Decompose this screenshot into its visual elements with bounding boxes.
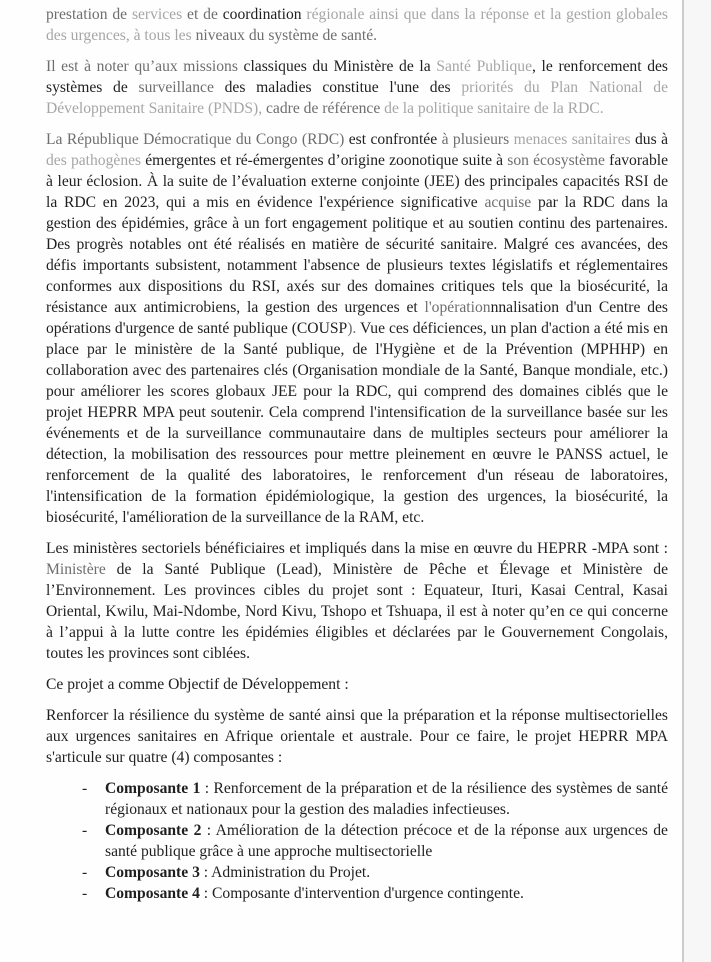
component-description: Composante d'intervention d'urgence contingente. [212, 885, 524, 902]
list-item-component-1 [46, 778, 668, 820]
paragraph-objective-heading [46, 674, 668, 695]
component-separator: : [199, 864, 212, 881]
component-text [105, 862, 668, 883]
text-segment: Ministère [46, 561, 117, 578]
component-label: Composante 4 [105, 885, 200, 902]
text-segment: coordination [222, 6, 307, 23]
component-separator: : [200, 780, 214, 797]
component-separator: : [201, 822, 216, 839]
paragraph-pnds [46, 56, 668, 119]
paragraph-ministries [46, 538, 668, 664]
text-segment: l'opération [424, 299, 491, 316]
text-segment: régionale ainsi que dans la réponse et la gestion globales des urgences, à tous les [46, 6, 668, 44]
text-segment: cadre de référence [266, 100, 385, 117]
text-segment: dus à [635, 131, 668, 148]
text-segment: , le renforcement des systèmes de [46, 58, 668, 96]
text-segment: de la Santé Publique (Lead), Ministère de Pêche et Élevage et Ministère de l’Environnement. Les provinces cibles du projet sont : Equateur, Ituri, Kasai Central, Kasai Oriental, Kwilu, Mai-Ndombe, Nord Kivu, Tshopo et Tshuapa, il est à noter qu’en ce qui concerne à l’appui à la lutte contre les épidémies éligibles et déclarées par le Gouvernement Congolais, toutes les provinces sont ciblées. [46, 561, 668, 662]
component-description: Renforcement de la préparation et de la résilience des systèmes de santé régionaux et nationaux pour la gestion des maladies infectieuses. [105, 780, 669, 818]
list-item-component-3 [46, 862, 668, 883]
text-segment: favorable à leur éclosion. À la suite de l’évaluation externe conjointe (JEE) des principales capacités RSI de la RDC en 2023, qui a mis en évidence l'expérience significative [46, 152, 668, 211]
text-segment: Les ministères sectoriels bénéficiaires et impliqués dans la mise en œuvre du HEPRR -MPA sont : [46, 540, 668, 557]
paragraph-context [46, 129, 668, 528]
text-segment: Il est à noter qu’aux missions [46, 58, 244, 75]
document-content [46, 4, 668, 904]
list-item-component-2 [46, 820, 668, 862]
text-segment: est confrontée [348, 131, 442, 148]
component-text [105, 883, 668, 904]
components-list [46, 778, 668, 904]
text-segment: services [131, 6, 188, 23]
text-segment: de la politique sanitaire de la RDC. [384, 100, 604, 117]
dash-bullet: - [82, 864, 88, 881]
text-segment: La République Démocratique du Congo (RDC) [46, 131, 349, 148]
paragraph-objective-body [46, 705, 668, 768]
text-segment: à plusieurs [441, 131, 514, 148]
text-segment: acquise [484, 194, 538, 211]
text-segment: priorités du Plan National de Développement Sanitaire (PNDS), [46, 79, 669, 117]
component-label: Composante 1 [105, 780, 201, 797]
text-segment: nnalisation d'un Centre des opérations d'urgence de santé publique (COUSP [46, 299, 668, 337]
scan-margin-strip [684, 0, 711, 962]
text-segment: des maladies constitue l'une des [224, 79, 462, 96]
text-segment: par la RDC dans la gestion des épidémies, grâce à un fort engagement politique et au soutien continu des partenaires. Des progrès notables ont été réalisés en matière de sécurité sanitaire. Malgré ces avancées, des défis importants subsistent, notamment l'absence de plusieurs textes législatifs et réglementaires conformes aux dispositions du RSI, axés sur des domaines critiques tels que la biosécurité, la résistance aux antimicrobiens, la gestion des urgences et [46, 194, 668, 316]
text-segment: prestation de [46, 6, 132, 23]
text-segment: Vue ces déficiences, un plan d'action a été mis en place par le ministère de la Santé publique, de l'Hygiène et de la Prévention (MPHHP) en collaboration avec des partenaires clés (Organisation mondiale de la Santé, Banque mondiale, etc.) pour améliorer les scores globaux JEE pour la RDC, qui comprend des domaines ciblés que le projet HEPRR MPA peut soutenir. Cela comprend l'intensification de la surveillance basée sur les événements et de la surveillance communautaire dans de multiples secteurs pour améliorer la détection, la mobilisation des ressources pour mettre pleinement en œuvre le PANSS actuel, le renforcement de la qualité des laboratoires, le renforcement d'un réseau de laboratoires, l'intensification de la formation épidémiologique, la gestion des urgences, la biosécurité, la biosécurité, l'amélioration de la surveillance de la RAM, etc. [46, 320, 668, 526]
text-segment: ). [347, 320, 360, 337]
text-segment: Renforcer la résilience du système de santé ainsi que la préparation et la réponse multisectorielles aux urgences sanitaires en Afrique orientale et australe. Pour ce faire, le projet HEPRR MPA s'articule sur quatre (4) composantes : [46, 707, 668, 766]
component-separator: : [199, 885, 213, 902]
dash-bullet: - [82, 822, 88, 839]
text-segment: émergentes et ré-émergentes d’origine zoonotique suite à [145, 152, 508, 169]
dash-bullet: - [82, 885, 88, 902]
dash-bullet: - [82, 780, 88, 797]
text-segment: classiques du Ministère de la [243, 58, 437, 75]
paragraph-continuation [46, 4, 668, 46]
scan-edge-line [682, 0, 684, 962]
text-segment: et de [187, 6, 223, 23]
text-segment: son écosystème [507, 152, 610, 169]
text-segment: des pathogènes [46, 152, 146, 169]
component-label: Composante 2 [105, 822, 202, 839]
text-segment: niveaux du système de santé. [195, 27, 378, 44]
text-segment: Santé Publique [436, 58, 533, 75]
component-text [105, 820, 668, 862]
component-label: Composante 3 [105, 864, 200, 881]
component-description: Amélioration de la détection précoce et de la réponse aux urgences de santé publique grâce à une approche multisectorielle [105, 822, 668, 860]
list-item-component-4 [46, 883, 668, 904]
text-segment: surveillance [138, 79, 225, 96]
text-segment: menaces sanitaires [513, 131, 635, 148]
component-text [105, 778, 668, 820]
component-description: Administration du Projet. [211, 864, 371, 881]
text-segment: Ce projet a comme Objectif de Développement : [46, 676, 349, 693]
